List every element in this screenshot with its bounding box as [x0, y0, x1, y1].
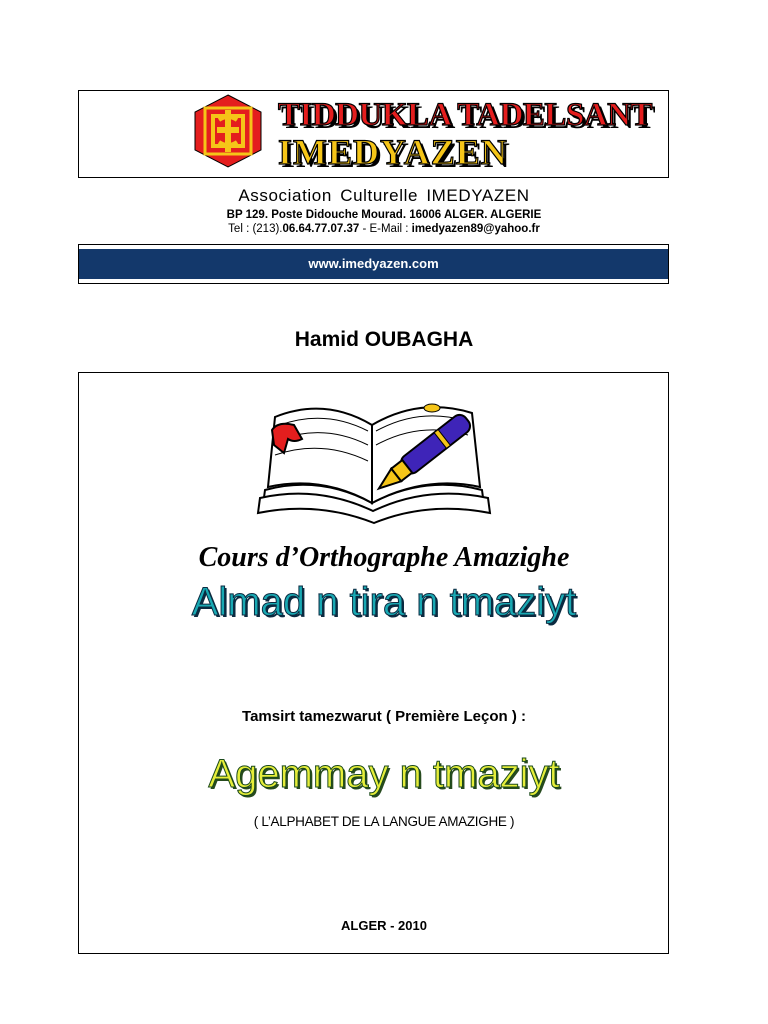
association-name: Association Culturelle IMEDYAZEN — [238, 186, 530, 205]
postal-address: BP 129. Poste Didouche Mourad. 16006 ALGER. ALGERIE — [226, 209, 542, 221]
lesson-title-french: ( L’ALPHABET DE LA LANGUE AMAZIGHE ) — [253, 814, 515, 829]
course-title-amazigh: Almad n tira n tmaziyt — [191, 580, 577, 624]
logo-emblem-icon — [193, 94, 263, 168]
tel-prefix: Tel : (213). — [228, 223, 283, 235]
open-book-pen-icon — [250, 395, 500, 535]
org-name-line1: TIDDUKLA TADELSANT — [278, 97, 652, 133]
lesson-title-amazigh: Agemmay n tmaziyt — [208, 752, 560, 796]
course-title-french: Cours d’Orthographe Amazighe — [198, 542, 570, 573]
email-address: imedyazen89@yahoo.fr — [411, 223, 540, 235]
tel-number: 06.64.77.07.37 — [282, 223, 360, 235]
author-name: Hamid OUBAGHA — [294, 328, 474, 351]
lesson-label: Tamsirt tamezwarut ( Première Leçon ) : — [242, 708, 526, 725]
contact-line — [0, 223, 768, 235]
org-name-line2: IMEDYAZEN — [278, 132, 508, 172]
website-url: www.imedyazen.com — [308, 256, 439, 271]
place-year: ALGER - 2010 — [341, 918, 427, 933]
email-prefix: - E-Mail : — [359, 223, 412, 235]
